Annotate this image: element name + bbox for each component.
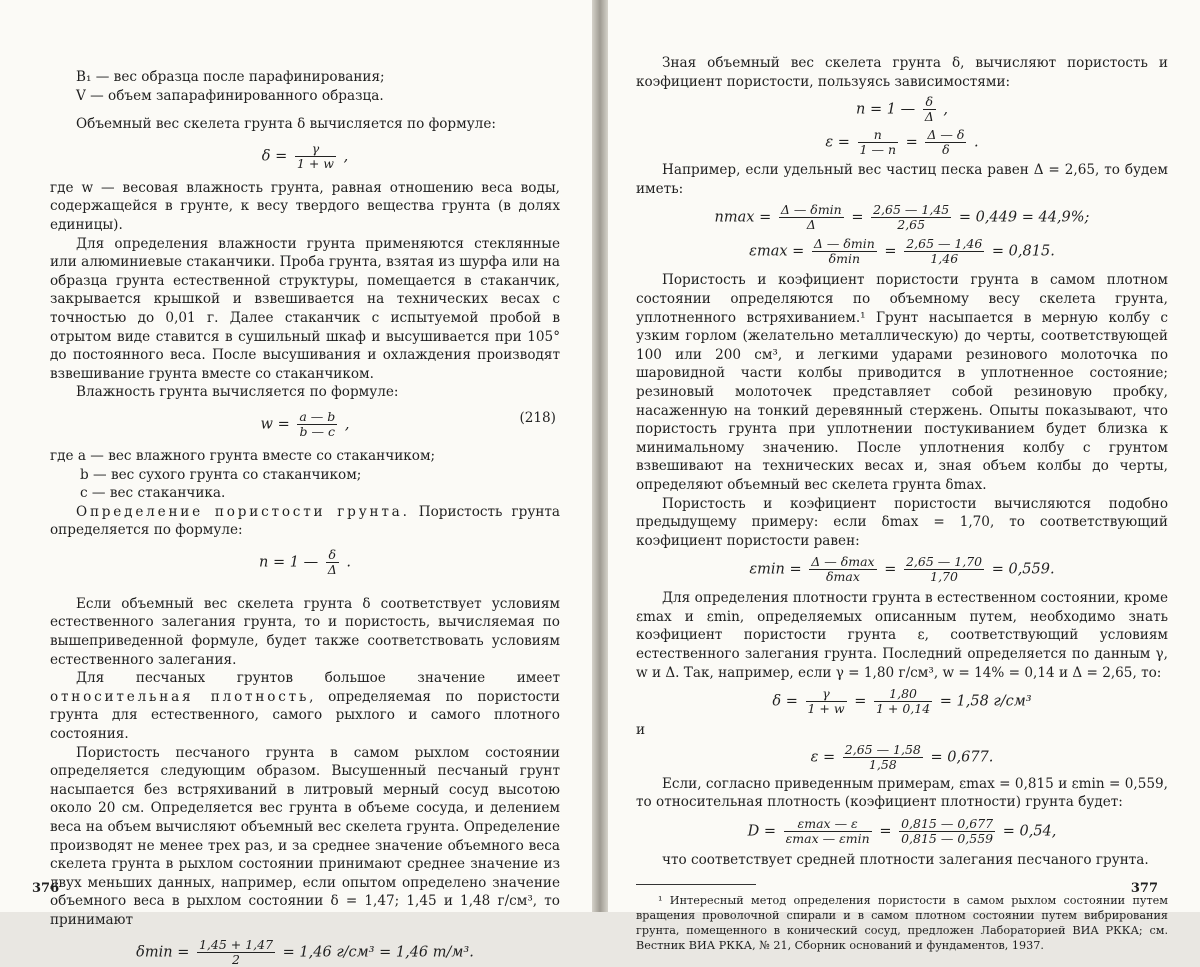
definition-b1: B₁ — вес образца после парафинирования; <box>76 69 385 85</box>
formula-number: (218) <box>519 409 556 426</box>
paragraph-conclusion: что соответствует средней плотности залегания песчаного грунта. <box>662 852 1149 869</box>
definition-c: c — вес стаканчика. <box>80 485 226 502</box>
formula-e-natural: ε = $\frac{2,65 — 1,58}{1,58}$ = 0,677. <box>810 741 994 772</box>
book-gutter <box>592 0 608 912</box>
paragraph-natural-density: Для определения плотности грунта в естественном состоянии, кроме εmax и εmin, определяемых описанным путем, необходимо знать коэфициент пористости грунта ε, соответствующий условиям естественного залегания грунта. Последний определяется по данным γ, w и Δ. Так, например, если γ = 1,80 г/см³, w = 14% = 0,14 и Δ = 2,65, то: <box>636 590 1168 681</box>
formula-moisture: w = $\frac{a — b}{b — c}$ , (218) <box>260 408 556 439</box>
definition-v: V — объем запарафинированного образца. <box>76 87 384 104</box>
emphasis-relative-density: относительная плотность <box>50 688 310 705</box>
paragraph-relative-density-result: Если, согласно приведенным примерам, εmax = 0,815 и εmin = 0,559, то относительная плотность (коэфициент плотности) грунта будет: <box>636 775 1168 811</box>
formula-relative-density: D = $\frac{\varepsilon\max — \varepsilon}{\varepsilon\max — \varepsilon\min}$ = $\frac{0,815 — 0,677}{0,815 — 0,559}$ = 0,54, <box>747 816 1057 847</box>
formula-void-ratio: ε = $\frac{n}{1 — n}$ = $\frac{\Delta — \delta}{\delta}$ . <box>825 127 979 158</box>
formula-e-min: εmin = $\frac{\Delta — \delta\max}{\delta\max}$ = $\frac{2,65 — 1,70}{1,70}$ = 0,559. <box>749 554 1055 585</box>
section-heading: Определение пористости грунта. <box>76 503 410 520</box>
page-number-left: 376 <box>32 881 60 896</box>
footnote: ¹ Интересный метод определения пористости в самом рыхлом состоянии путем вращения проволочной спирали и в самом плотном состоянии путем вибрирования грунта, помещенного в конический сосуд, предложен Лабораторией ВИА РККА; см. Вестник ВИА РККА, № 21, Сборник оснований и фундаментов, 1937. <box>636 893 1168 952</box>
paragraph-loose-state: Пористость песчаного грунта в самом рыхлом состоянии определяется следующим образом. Высушенный песчаный грунт насыпается без встряхиваний в литровый мерный сосуд высотою около 20 см. Определяется вес грунта в объеме сосуда, и делением веса на объем вычисляют объемный вес скелета грунта. Определение производят не менее трех раз, и за среднее значение объемного веса скелета грунта в рыхлом состоянии принимают среднее значение из двух меньших данных, например, если опытом определено значение объемного веса в рыхлом состоянии δ = 1,47; 1,45 и 1,48 г/см³, то принимают <box>50 744 560 928</box>
paragraph-dependencies: Зная объемный вес скелета грунта δ, вычисляют пористость и коэфициент пористости, пользуясь зависимостями: <box>636 55 1168 90</box>
paragraph-example-sand: Например, если удельный вес частиц песка равен Δ = 2,65, то будем иметь: <box>636 162 1168 197</box>
paragraph-skeleton-weight: Объемный вес скелета грунта δ вычисляется по формуле: <box>76 116 496 133</box>
definition-b: b — вес сухого грунта со стаканчиком; <box>80 466 362 483</box>
left-page <box>0 0 592 967</box>
paragraph-natural-conditions: Если объемный вес скелета грунта δ соответствует условиям естественного залегания грунта, то и пористость, вычисляемая по вышеприведенной формуле, будет также соответствовать условиям естественного залегания. <box>50 595 560 668</box>
formula-e-max: εmax = $\frac{\Delta — \delta\min}{\delta\min}$ = $\frac{2,65 — 1,46}{1,46}$ = 0,815. <box>749 236 1055 267</box>
paragraph-moisture-method: Для определения влажности грунта применяются стеклянные или алюминиевые стаканчики. Проба грунта, взятая из шурфа или на образца грунта естественной структуры, помещается в стаканчик, закрывается крышкой и взвешивается на технических весах с точностью до 0,01 г. Далее стаканчик с испытуемой пробой в отрытом виде ставится в сушильный шкаф и высушивается при 105° до постоянного веса. После высушивания и охлаждения производят взвешивание грунта вместе со стаканчиком. <box>50 235 560 382</box>
footnote-rule <box>636 884 756 885</box>
paragraph-moisture-definition: где w — весовая влажность грунта, равная отношению веса воды, содержащейся в грунте, к весу твердого вещества грунта (в долях единицы). <box>50 179 560 233</box>
definition-a: где a — вес влажного грунта вместе со стаканчиком; <box>50 447 436 464</box>
conjunction: и <box>636 722 646 739</box>
paragraph-moisture-formula-intro: Влажность грунта вычисляется по формуле: <box>76 384 399 401</box>
formula-n-max: nmax = $\frac{\Delta — \delta\min}{\Delta}$ = $\frac{2,65 — 1,45}{2,65}$ = 0,449 = 44,9%; <box>714 202 1090 233</box>
formula-delta-natural: δ = $\frac{\gamma}{1 + w}$ = $\frac{1,80}{1 + 0,14}$ = 1,58 г/см³ <box>772 686 1032 717</box>
formula-delta-min: δmin = $\frac{1,45 + 1,47}{2}$ = 1,46 г/см³ = 1,46 т/м³. <box>136 936 474 967</box>
paragraph-relative-density: Для песчаных грунтов большое значение имеет относительная плотность, определяемая по пористости грунта для естественного, самого рыхлого и самого плотного состояния. <box>50 670 560 743</box>
paragraph-porosity-heading: Определение пористости грунта. Пористость грунта определяется по формуле: <box>50 503 560 539</box>
formula-porosity: n = 1 — $\frac{\delta}{\Delta}$ . <box>259 546 351 577</box>
page-number-right: 377 <box>1130 881 1158 896</box>
paragraph-porosity-calc: Пористость и коэфициент пористости вычисляются подобно предыдущему примеру: если δmax = 1,70, то соответствующий коэфициент пористости равен: <box>636 495 1168 549</box>
formula-porosity-n: n = 1 — $\frac{\delta}{\Delta}$ , <box>856 94 948 125</box>
right-page <box>608 0 1200 952</box>
paragraph-dense-state: Пористость и коэфициент пористости грунта в самом плотном состоянии определяются по объемному весу скелета грунта, уплотненного встряхиванием.¹ Грунт насыпается в мерную колбу с узким горлом (желательно металлическую) до черты, соответствующей 100 или 200 см³, и легкими ударами резинового молоточка по шаровидной части колбы приводится в уплотненное состояние; резиновый молоточек представляет собой резиновую пробку, насаженную на тонкий деревянный стержень. Опыты показывают, что пористость грунта при уплотнении постукиванием будет близка к минимальному значению. После уплотнения колбу с грунтом взвешивают на технических весах и, зная объем колбы до черты, определяют объемный вес скелета грунта δmax. <box>636 272 1168 493</box>
formula-skeleton-weight: δ = $\frac{\gamma}{1 + w}$ , <box>261 140 349 171</box>
